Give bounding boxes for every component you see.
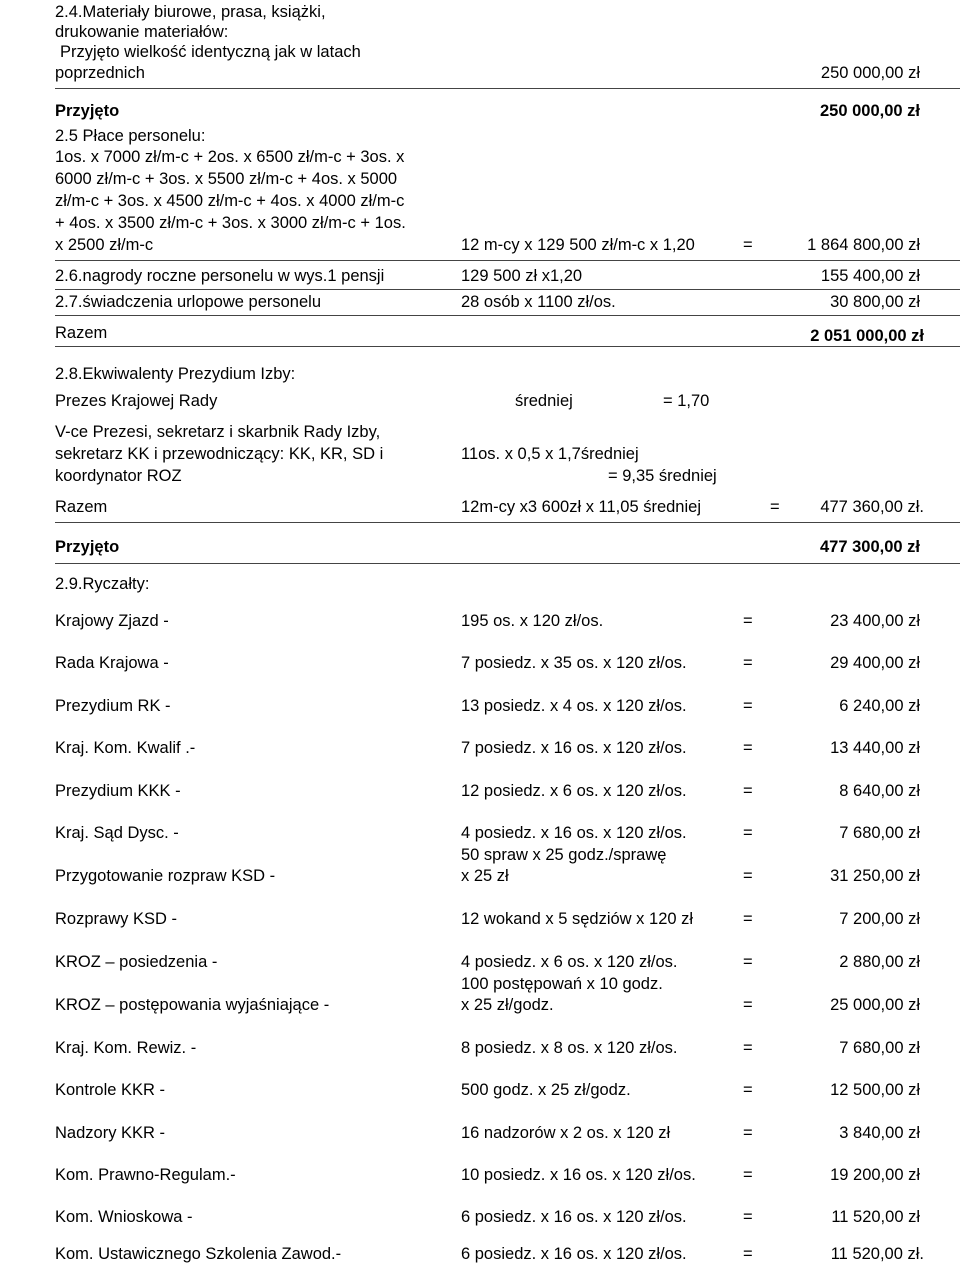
divider [55,315,960,316]
lump-sum-row-amount: 7 680,00 zł [839,824,920,842]
s28-r2-line1: V-ce Prezesi, sekretarz i skarbnik Rady Izby, [55,423,381,441]
lump-sum-row-amount: 11 520,00 zł [831,1208,920,1226]
lump-sum-row-eq: = [743,910,753,928]
lump-sum-row-amount: 7 680,00 zł [839,1039,920,1057]
lump-sum-row-formula: 10 posiedz. x 16 os. x 120 zł/os. [461,1166,696,1184]
s28-accepted-amount: 477 300,00 zł [820,538,920,556]
s28-total-label: Razem [55,498,108,516]
s26-amount: 155 400,00 zł [820,267,920,285]
s24-accepted-label: Przyjęto [55,102,120,120]
lump-sum-row-label: Kraj. Kom. Kwalif .- [55,739,196,757]
lump-sum-row-label: KROZ – postępowania wyjaśniające - [55,996,330,1014]
lump-sum-row-eq: = [743,1245,753,1263]
lump-sum-row-formula: x 25 zł/godz. [461,996,554,1014]
s24-line2: drukowanie materiałów: [55,23,229,41]
lump-sum-row-eq: = [743,824,753,842]
divider [55,88,960,89]
lump-sum-row-formula: 500 godz. x 25 zł/godz. [461,1081,631,1099]
lump-sum-row-amount: 7 200,00 zł [839,910,920,928]
s25-formula: 12 m-cy x 129 500 zł/m-c x 1,20 [461,236,695,254]
lump-sum-row-formula-line1: 50 spraw x 25 godz./sprawę [461,846,667,864]
lump-sum-row-formula: 12 wokand x 5 sędziów x 120 zł [461,910,694,928]
divider [55,522,960,523]
s26-formula: 129 500 zł x1,20 [461,267,583,285]
lump-sum-row-amount: 8 640,00 zł [839,782,920,800]
lump-sum-row-eq: = [743,1208,753,1226]
lump-sum-row-formula: 13 posiedz. x 4 os. x 120 zł/os. [461,697,687,715]
lump-sum-row-amount: 11 520,00 zł. [830,1245,924,1263]
s26-label: 2.6.nagrody roczne personelu w wys.1 pensji [55,267,385,285]
lump-sum-row-label: Kom. Wnioskowa - [55,1208,193,1226]
s25-eq: = [743,236,753,254]
lump-sum-row-amount: 6 240,00 zł [839,697,920,715]
s25-line2: 1os. x 7000 zł/m-c + 2os. x 6500 zł/m-c + 3os. x [55,148,405,166]
lump-sum-row-label: Kraj. Kom. Rewiz. - [55,1039,197,1057]
divider [55,346,960,347]
s24-accepted-amount: 250 000,00 zł [820,102,920,120]
s28-r2-formula: 11os. x 0,5 x 1,7średniej [461,445,639,463]
s24-line4: poprzednich [55,64,145,82]
lump-sum-row-amount: 13 440,00 zł [830,739,920,757]
lump-sum-row-formula: 8 posiedz. x 8 os. x 120 zł/os. [461,1039,678,1057]
lump-sum-row-label: Rada Krajowa - [55,654,169,672]
lump-sum-row-amount: 31 250,00 zł [830,867,920,885]
divider [55,260,960,261]
lump-sum-row-eq: = [743,697,753,715]
s24-line3: Przyjęto wielkość identyczną jak w latach [60,43,361,61]
s27-label: 2.7.świadczenia urlopowe personelu [55,293,321,311]
lump-sum-row-eq: = [743,867,753,885]
total1-label: Razem [55,324,108,342]
lump-sum-row-eq: = [743,1039,753,1057]
lump-sum-row-eq: = [743,654,753,672]
lump-sum-row-label: Kontrole KKR - [55,1081,166,1099]
s24-amount: 250 000,00 zł [820,64,920,82]
lump-sum-row-amount: 19 200,00 zł [830,1166,920,1184]
s28-r1-formula: średniej [515,392,573,410]
s25-line5: + 4os. x 3500 zł/m-c + 3os. x 3000 zł/m-c + 1os. [55,214,406,232]
lump-sum-row-amount: 2 880,00 zł [839,953,920,971]
s24-line1: 2.4.Materiały biurowe, prasa, książki, [55,3,326,21]
lump-sum-row-eq: = [743,1166,753,1184]
s25-line3: 6000 zł/m-c + 3os. x 5500 zł/m-c + 4os. x 5000 [55,170,398,188]
s28-r2-line2: sekretarz KK i przewodniczący: KK, KR, SD i [55,445,384,463]
s28-total-eq: = [770,498,780,516]
lump-sum-row-formula: 6 posiedz. x 16 os. x 120 zł/os. [461,1245,687,1263]
lump-sum-row-label: Nadzory KKR - [55,1124,166,1142]
divider [55,563,960,564]
lump-sum-row-formula: x 25 zł [461,867,509,885]
s25-line4: zł/m-c + 3os. x 4500 zł/m-c + 4os. x 4000 zł/m-c [55,192,405,210]
lump-sum-row-amount: 3 840,00 zł [839,1124,920,1142]
lump-sum-row-label: Przygotowanie rozpraw KSD - [55,867,276,885]
lump-sum-row-formula: 7 posiedz. x 16 os. x 120 zł/os. [461,739,687,757]
s28-r2-value: = 9,35 średniej [608,467,717,485]
lump-sum-row-formula: 4 posiedz. x 16 os. x 120 zł/os. [461,824,687,842]
lump-sum-row-eq: = [743,953,753,971]
lump-sum-row-label: Kraj. Sąd Dysc. - [55,824,179,842]
s28-r1-value: = 1,70 [663,392,710,410]
lump-sum-row-label: Krajowy Zjazd - [55,612,169,630]
lump-sum-row-amount: 29 400,00 zł [830,654,920,672]
lump-sum-row-label: Prezydium KKK - [55,782,181,800]
s27-formula: 28 osób x 1100 zł/os. [461,293,616,311]
lump-sum-row-label: KROZ – posiedzenia - [55,953,218,971]
lump-sum-row-formula: 12 posiedz. x 6 os. x 120 zł/os. [461,782,687,800]
lump-sum-row-label: Rozprawy KSD - [55,910,177,928]
lump-sum-row-eq: = [743,1081,753,1099]
lump-sum-row-formula: 7 posiedz. x 35 os. x 120 zł/os. [461,654,687,672]
lump-sum-row-label: Kom. Prawno-Regulam.- [55,1166,236,1184]
s28-r1-label: Prezes Krajowej Rady [55,392,218,410]
lump-sum-row-eq: = [743,1124,753,1142]
lump-sum-row-label: Kom. Ustawicznego Szkolenia Zawod.- [55,1245,342,1263]
s28-r2-line3: koordynator ROZ [55,467,182,485]
s29-title: 2.9.Ryczałty: [55,575,150,593]
lump-sum-row-amount: 23 400,00 zł [830,612,920,630]
lump-sum-row-eq: = [743,739,753,757]
lump-sum-row-label: Prezydium RK - [55,697,171,715]
lump-sum-row-amount: 12 500,00 zł [830,1081,920,1099]
s28-total-amount: 477 360,00 zł. [820,498,924,516]
s25-amount: 1 864 800,00 zł [807,236,920,254]
lump-sum-row-eq: = [743,782,753,800]
lump-sum-row-amount: 25 000,00 zł [830,996,920,1014]
s28-accepted-label: Przyjęto [55,538,120,556]
lump-sum-row-formula: 4 posiedz. x 6 os. x 120 zł/os. [461,953,678,971]
lump-sum-row-formula-line1: 100 postępowań x 10 godz. [461,975,663,993]
lump-sum-row-eq: = [743,612,753,630]
s28-title: 2.8.Ekwiwalenty Prezydium Izby: [55,365,296,383]
total1-amount: 2 051 000,00 zł [810,327,924,345]
s27-amount: 30 800,00 zł [830,293,920,311]
lump-sum-row-formula: 195 os. x 120 zł/os. [461,612,604,630]
lump-sum-row-formula: 6 posiedz. x 16 os. x 120 zł/os. [461,1208,687,1226]
divider [55,289,960,290]
lump-sum-row-formula: 16 nadzorów x 2 os. x 120 zł [461,1124,671,1142]
lump-sum-row-eq: = [743,996,753,1014]
s28-total-formula: 12m-cy x3 600zł x 11,05 średniej [461,498,701,516]
s25-line1: 2.5 Płace personelu: [55,127,206,145]
s25-line6: x 2500 zł/m-c [55,236,154,254]
